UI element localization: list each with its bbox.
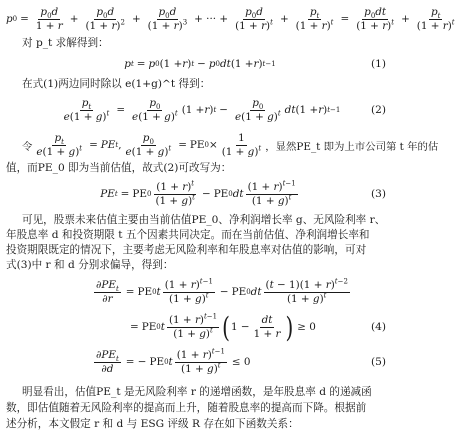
text-value: 值，而PE_0 即为当前估值，故式(2)可改写为： xyxy=(6,162,232,174)
text-let-prefix: 令 xyxy=(22,140,33,153)
equation-1: p t = p 0 (1 + r ) t − p 0 dt (1 + r ) t−1 (1) xyxy=(124,58,386,70)
equation-number: (5) xyxy=(370,356,386,368)
equation-2: $\frac{p_t}{e(1 + g)^t}$ = $\frac{p_0}{e(1 + g)^t}$ (1 + r ) t − $\frac{p_0}{e(1 + g)^t}$ dt (1 + r ) t−1 (2) xyxy=(63,96,386,123)
equation-number: (2) xyxy=(370,104,386,116)
text-let-suffix: ，显然PE_t 即为上市公司第 t 年的估 xyxy=(265,140,439,153)
equation-p0: p 0 = $\frac{p_0d}{1 + r}$ + $\frac{p_0d}{(1 + r)^2}$ + $\frac{p_0d}{(1 + r)^3}$ + ··· + $\frac{p_0d}{(1 + r)^t}$ + $\frac{p_t}{(1 + r)^t}$ = $\frac{p_0dt}{(1 + r)^t}$ + $\frac{p_t}{(1 + r)^t}$ xyxy=(6,5,455,32)
paragraph-line: 年股息率 d 和投资期限 t 五个因素共同决定。而在当前估值、净利润增长率和 xyxy=(6,229,370,241)
paragraph-line: 式(3)中 r 和 d 分别求偏导，得到： xyxy=(6,259,174,271)
text-divide: 在式(1)两边同时除以 e(1+g)^t 得到： xyxy=(22,78,211,90)
equation-4-number-row xyxy=(0,310,400,344)
paragraph-line: 可见，股票未来估值主要由当前估值PE_0、净利润增长率 g、无风险利率 r、 xyxy=(22,214,386,226)
equation-3: PE t = PE 0 $\frac{(1 + r)^t}{(1 + g)^t}$ − PE 0 dt $\frac{(1 + r)^{t-1}}{(1 + g)^t}$ (3) xyxy=(100,179,386,207)
paragraph-line: 述分析，本文假定 r 和 d 与 ESG 评级 R 存在如下函数关系： xyxy=(6,418,299,430)
equation-number: (3) xyxy=(370,188,386,200)
equation-4b: = PE 0 t $\frac{(1 + r)^{t-1}}{(1 + g)^t}$ ( 1 − $\frac{dt}{1 + r}$ ) ≥ 0 xyxy=(130,310,316,344)
text-solve: 对 p_t 求解得到： xyxy=(22,37,109,49)
equation-4a: $\frac{\partial PE_t}{\partial r}$ = PE 0 t $\frac{(1 + r)^{t-1}}{(1 + g)^t}$ − PE 0 dt $\frac{(t - 1)(1 + r)^{t-2}}{(1 + g)^t}$ xyxy=(96,277,348,305)
equation-5-number-row xyxy=(0,346,400,378)
paragraph-line: 数，即估值随着无风险利率的提高而上升，随着股息率的提高而下降。根据前 xyxy=(6,402,367,414)
equation-number: (1) xyxy=(370,58,386,70)
equation-5: $\frac{\partial PE_t}{\partial d}$ = − PE 0 t $\frac{(1 + r)^{t-1}}{(1 + g)^t}$ ≤ 0 xyxy=(96,347,251,375)
equation-number: (4) xyxy=(370,321,386,333)
paragraph-line: 投资期限既定的情况下，主要考虑无风险利率和年股息率对估值的影响，可对 xyxy=(6,244,367,256)
paragraph-line: 明显看出，估值PE_t 是无风险利率 r 的递增函数，是年股息率 d 的递减函 xyxy=(22,386,372,398)
text-let: 令 $\frac{p_t}{e(1 + g)^t}$ = PE t , $\frac{p_0}{e(1 + g)^t}$ = PE 0 × $\frac{1}{(1 + g)^t}$ ，显然PE_t 即为上市公司第 t 年的估 xyxy=(22,131,439,158)
